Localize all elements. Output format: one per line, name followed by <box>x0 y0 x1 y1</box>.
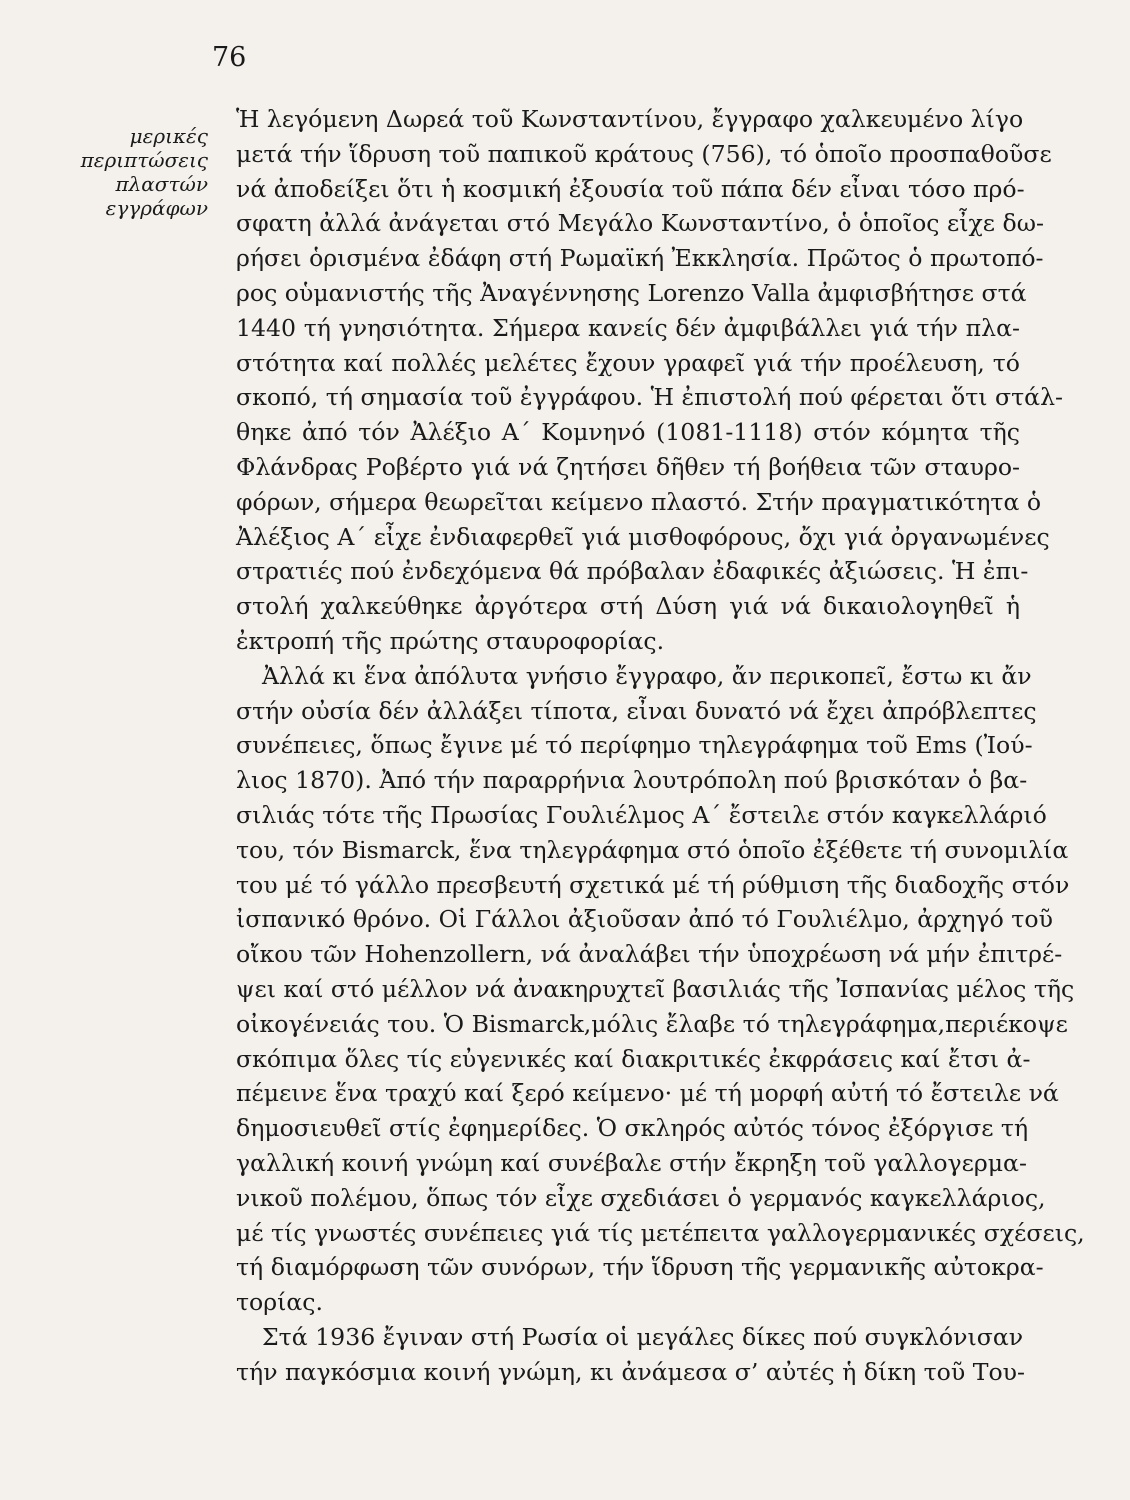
marginal-note-line: περιπτώσεις <box>80 148 208 172</box>
paragraph <box>236 659 1085 1320</box>
text-line: Ἀλλά κι ἕνα ἀπόλυτα γνήσιο ἔγγραφο, ἄν περικοπεῖ, ἔστω κι ἄν <box>262 661 1032 690</box>
text-line: συνέπειες, ὅπως ἔγινε μέ τό περίφημο τηλεγράφημα τοῦ Ems (Ἰού- <box>236 731 1033 760</box>
text-line: νικοῦ πολέμου, ὅπως τόν εἶχε σχεδιάσει ὁ γερμανός καγκελλάριος, <box>236 1183 1046 1212</box>
text-line: πέμεινε ἕνα τραχύ καί ξερό κείμενο· μέ τή μορφή αὐτή τό ἔστειλε νά <box>236 1079 1059 1108</box>
text-line: σκοπό, τή σημασία τοῦ ἐγγράφου. Ἡ ἐπιστολή πού φέρεται ὅτι στάλ- <box>236 383 1064 412</box>
text-line: ἰσπανικό θρόνο. Οἱ Γάλλοι ἀξιοῦσαν ἀπό τό Γουλιέλμο, ἀρχηγό τοῦ <box>236 905 1053 934</box>
text-line: ἐκτροπή τῆς πρώτης σταυροφορίας. <box>236 626 665 655</box>
text-line: μετά τήν ἵδρυση τοῦ παπικοῦ κράτους (756), τό ὁποῖο προσπαθοῦσε <box>236 139 1052 168</box>
text-line: ψει καί στό μέλλον νά ἀνακηρυχτεῖ βασιλιάς τῆς Ἰσπανίας μέλος τῆς <box>236 974 1075 1003</box>
text-line: γαλλική κοινή γνώμη καί συνέβαλε στήν ἔκρηξη τοῦ γαλλογερμα- <box>236 1148 1027 1177</box>
page-number: 76 <box>212 42 247 73</box>
text-line: τήν παγκόσμια κοινή γνώμη, κι ἀνάμεσα σ’ αὐτές ἡ δίκη τοῦ Του- <box>236 1357 1025 1386</box>
text-line: οἴκου τῶν Hohenzollern, νά ἀναλάβει τήν ὑποχρέωση νά μήν ἐπιτρέ- <box>236 940 1063 969</box>
body-text <box>236 102 1085 1389</box>
text-line: σφατη ἀλλά ἀνάγεται στό Μεγάλο Κωνσταντίνο, ὁ ὁποῖος εἶχε δω- <box>236 209 1044 238</box>
text-line: μέ τίς γνωστές συνέπειες γιά τίς μετέπειτα γαλλογερμανικές σχέσεις, <box>236 1218 1085 1247</box>
text-line: 1440 τή γνησιότητα. Σήμερα κανείς δέν ἀμφιβάλλει γιά τήν πλα- <box>236 313 1020 342</box>
text-line: φόρων, σήμερα θεωρεῖται κείμενο πλαστό. Στήν πραγματικότητα ὁ <box>236 487 1042 516</box>
text-line: δημοσιευθεῖ στίς ἐφημερίδες. Ὁ σκληρός αὐτός τόνος ἐξόργισε τή <box>236 1114 1029 1143</box>
text-line: σκόπιμα ὅλες τίς εὐγενικές καί διακριτικές ἐκφράσεις καί ἔτσι ἀ- <box>236 1044 1031 1073</box>
text-line: Στά 1936 ἔγιναν στή Ρωσία οἱ μεγάλες δίκες πού συγκλόνισαν <box>262 1322 1024 1351</box>
marginal-note <box>30 124 208 220</box>
text-line: οἰκογένειάς του. Ὁ Bismarck,μόλις ἔλαβε τό τηλεγράφημα,περιέκοψε <box>236 1009 1068 1038</box>
text-line: τορίας. <box>236 1288 324 1317</box>
marginal-note-line: εγγράφων <box>105 196 208 220</box>
text-line: του μέ τό γάλλο πρεσβευτή σχετικά μέ τή ρύθμιση τῆς διαδοχῆς στόν <box>236 870 1070 899</box>
paragraph <box>236 102 1064 659</box>
marginal-note-line: πλαστών <box>115 172 208 196</box>
text-line: Ἀλέξιος Α΄ εἶχε ἐνδιαφερθεῖ γιά μισθοφόρους, ὄχι γιά ὀργανωμένες <box>236 522 1050 551</box>
text-line: Φλάνδρας Ροβέρτο γιά νά ζητήσει δῆθεν τή βοήθεια τῶν σταυρο- <box>236 452 1020 481</box>
marginal-note-line: μερικές <box>129 124 208 148</box>
text-line: ρήσει ὁρισμένα ἐδάφη στή Ρωμαϊκή Ἐκκλησία. Πρῶτος ὁ πρωτοπό- <box>236 244 1044 273</box>
text-line: ρος οὑμανιστής τῆς Ἀναγέννησης Lorenzo Valla ἀμφισβήτησε στά <box>236 278 1027 307</box>
paragraph <box>236 1320 1025 1390</box>
text-line: νά ἀποδείξει ὅτι ἡ κοσμική ἐξουσία τοῦ πάπα δέν εἶναι τόσο πρό- <box>236 174 1025 203</box>
text-line: Ἡ λεγόμενη Δωρεά τοῦ Κωνσταντίνου, ἔγγραφο χαλκευμένο λίγο <box>236 105 1024 133</box>
text-line: σιλιάς τότε τῆς Πρωσίας Γουλιέλμος Α΄ ἔστειλε στόν καγκελλάριό <box>236 800 1047 829</box>
text-line: στολή χαλκεύθηκε ἀργότερα στή Δύση γιά νά δικαιολογηθεῖ ἡ <box>236 592 1020 621</box>
text-line: στρατιές πού ἐνδεχόμενα θά πρόβαλαν ἐδαφικές ἀξιώσεις. Ἡ ἐπι- <box>236 557 1029 586</box>
text-line: στήν οὐσία δέν ἀλλάξει τίποτα, εἶναι δυνατό νά ἔχει ἀπρόβλεπτες <box>236 696 1037 725</box>
text-line: λιος 1870). Ἀπό τήν παραρρήνια λουτρόπολη πού βρισκόταν ὁ βα- <box>236 766 1028 795</box>
text-line: θηκε ἀπό τόν Ἀλέξιο Α΄ Κομνηνό (1081-1118) στόν κόμητα τῆς <box>236 418 1020 447</box>
text-line: του, τόν Bismarck, ἕνα τηλεγράφημα στό ὁποῖο ἐξέθετε τή συνομιλία <box>236 835 1069 864</box>
text-line: στότητα καί πολλές μελέτες ἔχουν γραφεῖ γιά τήν προέλευση, τό <box>236 348 1020 377</box>
text-line: τή διαμόρφωση τῶν συνόρων, τήν ἵδρυση τῆς γερμανικῆς αὐτοκρα- <box>236 1253 1044 1282</box>
